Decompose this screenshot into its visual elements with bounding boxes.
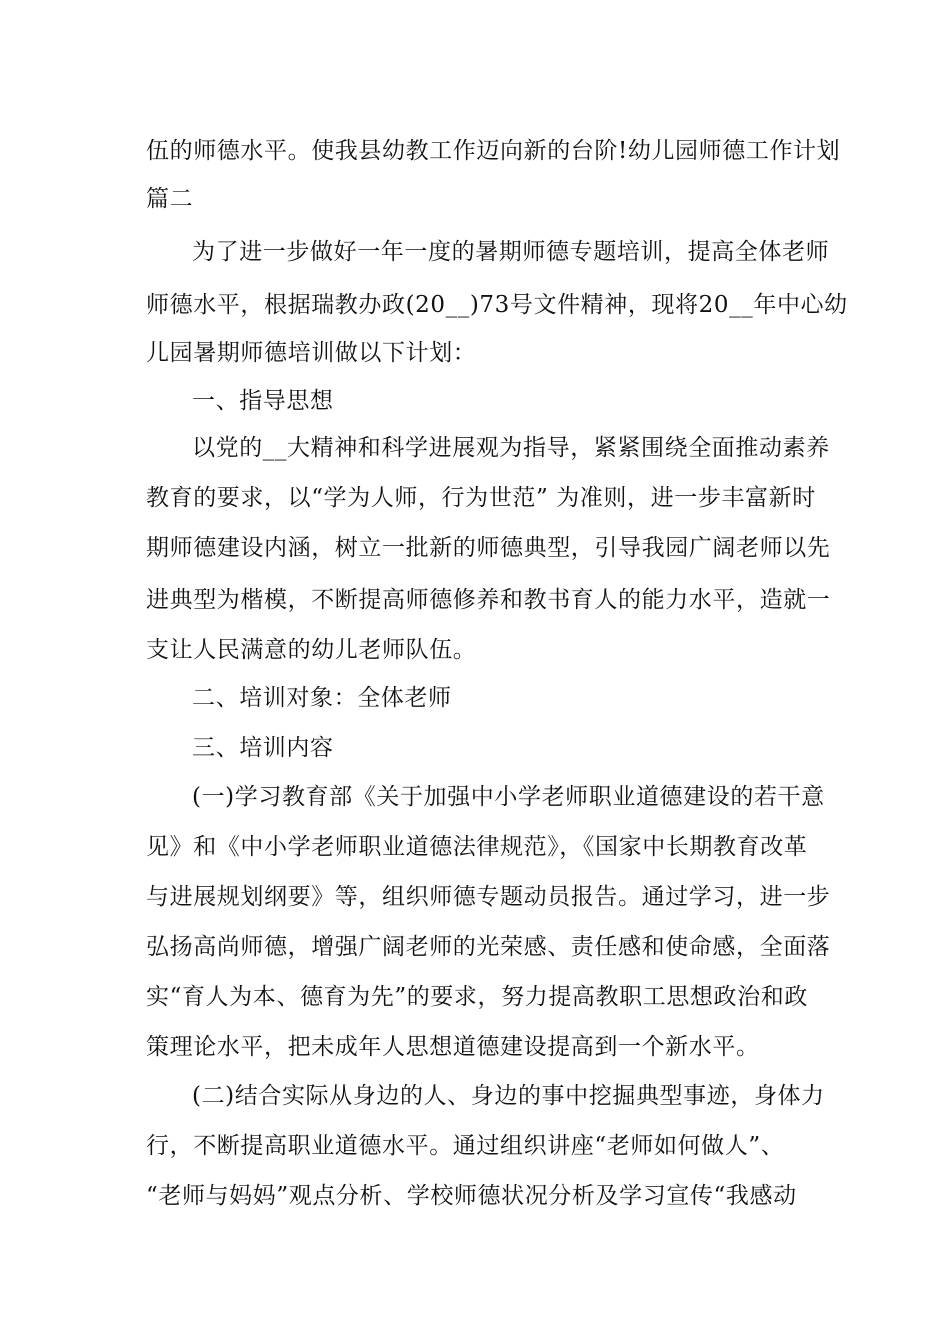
text-line: “老师与妈妈”观点分析、学校师德状况分析及学习宣传“我感动 <box>146 1183 797 1209</box>
paragraph-line: (二)结合实际从身边的人、身边的事中挖掘典型事迹，身体力 <box>192 1083 825 1109</box>
text-line: 行，不断提高职业道德水平。通过组织讲座“老师如何做人”、 <box>146 1133 785 1159</box>
text-line: 与进展规划纲要》等，组织师德专题动员报告。通过学习，进一步 <box>146 884 831 910</box>
text-line: 实“育人为本、德育为先”的要求，努力提高教职工思想政治和政 <box>146 984 808 1010</box>
section-heading: 一、指导思想 <box>192 388 334 414</box>
paragraph-line: 以党的__大精神和科学进展观为指导，紧紧围绕全面推动素养 <box>192 435 830 461</box>
text-line: 进典型为楷模，不断提高师德修养和教书育人的能力水平，造就一 <box>146 587 831 613</box>
text-line: 支让人民满意的幼儿老师队伍。 <box>146 637 477 663</box>
text-line: 见》和《中小学老师职业道德法律规范》，《国家中长期教育改革 <box>146 834 808 860</box>
text-line: 师德水平，根据瑞教办政(20__)73号文件精神，现将20__年中心幼 <box>146 292 848 318</box>
paragraph-line: 为了进一步做好一年一度的暑期师德专题培训，提高全体老师 <box>192 239 830 265</box>
text-line: 教育的要求，以“学为人师，行为世范” 为准则，进一步丰富新时 <box>146 485 816 511</box>
text-line: 期师德建设内涵，树立一批新的师德典型，引导我园广阔老师以先 <box>146 535 831 561</box>
text-line: 篇二 <box>146 186 194 212</box>
paragraph-line: (一)学习教育部《关于加强中小学老师职业道德建设的若干意 <box>192 784 825 810</box>
section-heading: 三、培训内容 <box>192 735 334 761</box>
text-line: 弘扬高尚师德，增强广阔老师的光荣感、责任感和使命感，全面落 <box>146 934 831 960</box>
text-line: 策理论水平，把未成年人思想道德建设提高到一个新水平。 <box>146 1034 760 1060</box>
text-line: 儿园暑期师德培训做以下计划： <box>146 340 477 366</box>
text-line: 伍的师德水平。使我县幼教工作迈向新的台阶!幼儿园师德工作计划 <box>146 138 841 164</box>
section-heading: 二、培训对象：全体老师 <box>192 685 452 711</box>
